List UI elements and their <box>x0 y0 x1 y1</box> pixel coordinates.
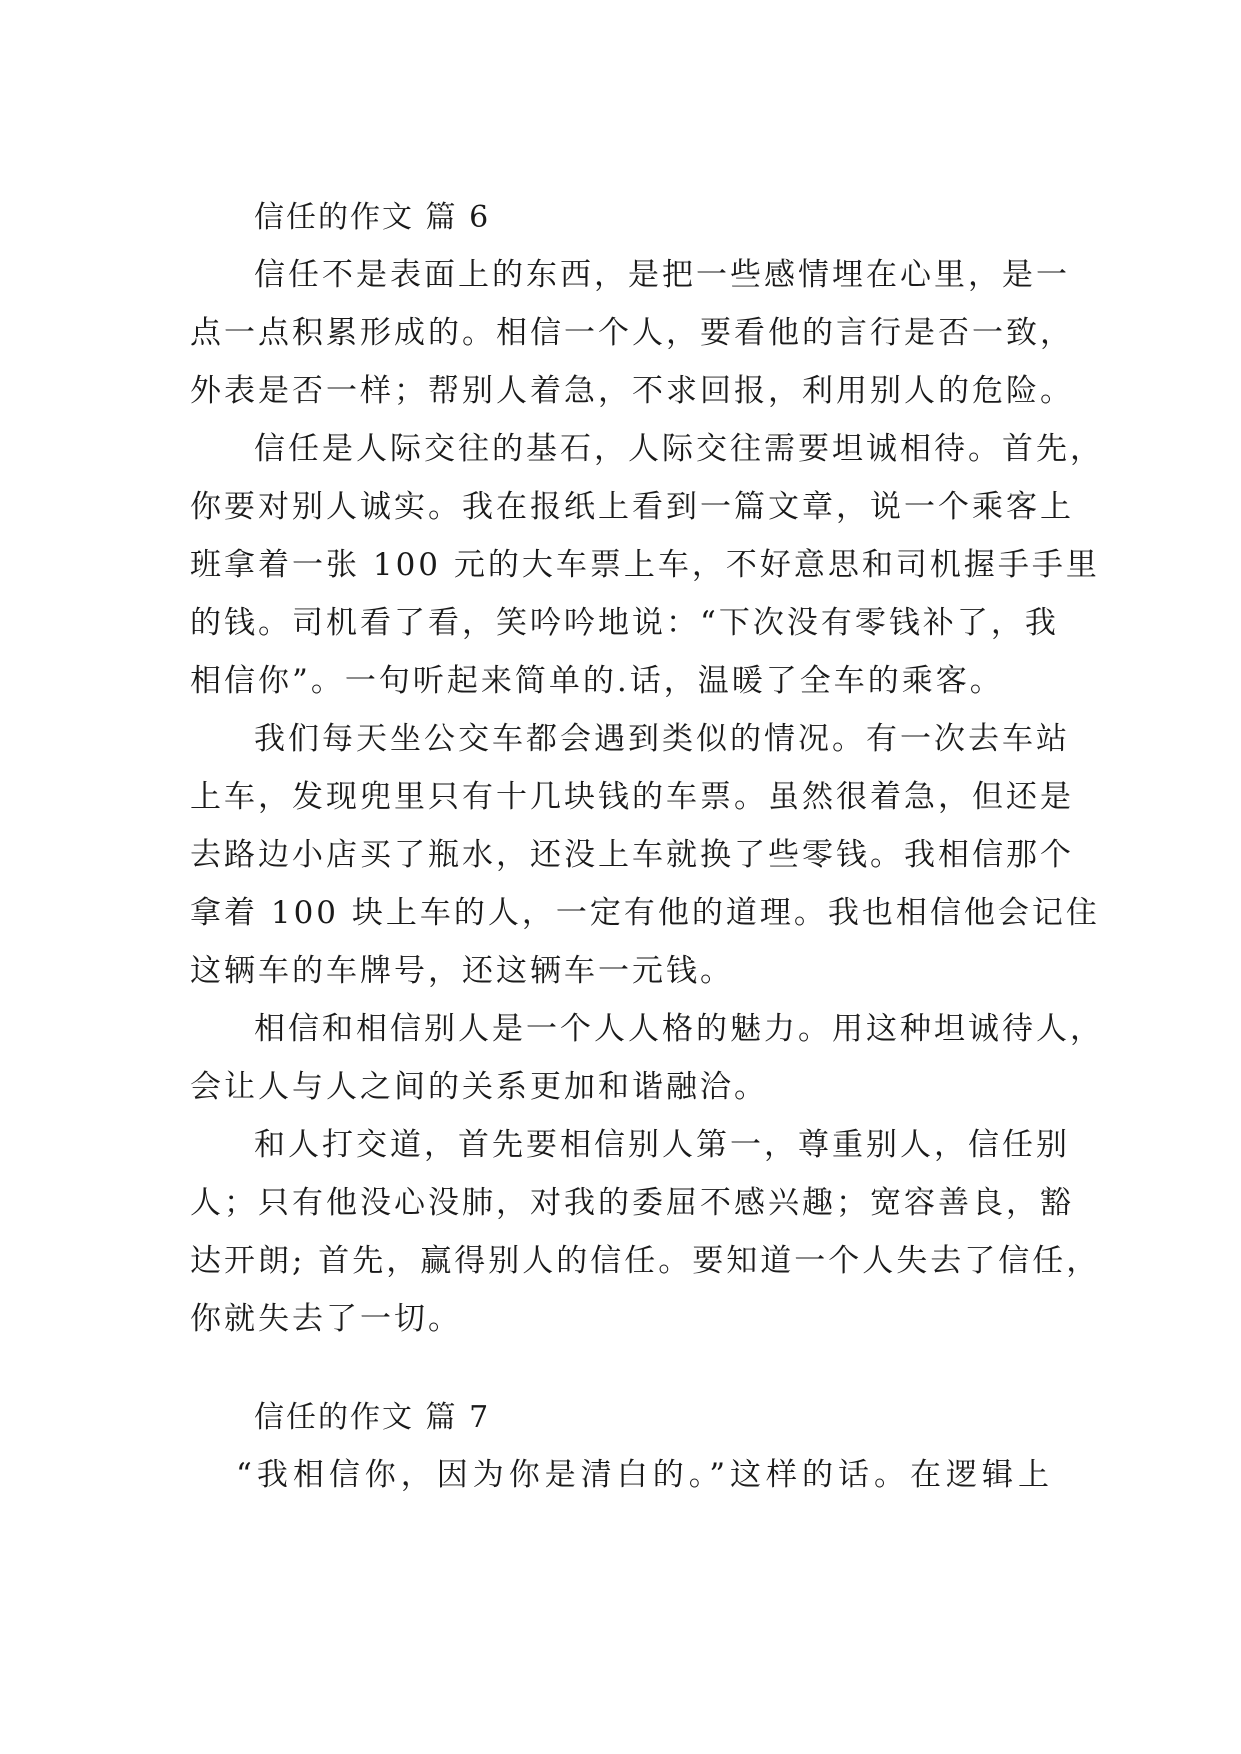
paragraph-line: 你就失去了一切。 <box>190 1301 462 1337</box>
paragraph-line: 上车，发现兜里只有十几块钱的车票。虽然很着急，但还是 <box>190 779 1074 815</box>
paragraph-line: 这辆车的车牌号，还这辆车一元钱。 <box>190 953 734 989</box>
paragraph-line: 人；只有他没心没肺，对我的委屈不感兴趣；宽容善良，豁 <box>190 1185 1074 1221</box>
paragraph-line: 的钱。司机看了看，笑吟吟地说：“下次没有零钱补了，我 <box>190 605 1059 641</box>
paragraph-line: 外表是否一样；帮别人着急，不求回报，利用别人的危险。 <box>190 373 1074 409</box>
paragraph-line: 相信和相信别人是一个人人格的魅力。用这种坦诚待人， <box>254 1011 1104 1047</box>
paragraph-line: 我们每天坐公交车都会遇到类似的情况。有一次去车站 <box>254 721 1070 757</box>
paragraph-line: 达开朗; 首先，赢得别人的信任。要知道一个人失去了信任， <box>190 1243 1101 1279</box>
paragraph-line: 点一点积累形成的。相信一个人，要看他的言行是否一致， <box>190 315 1074 351</box>
paragraph-line: 会让人与人之间的关系更加和谐融洽。 <box>190 1069 768 1105</box>
section-6-heading: 信任的作文 篇 6 <box>254 200 491 235</box>
section-7-heading: 信任的作文 篇 7 <box>254 1400 491 1435</box>
paragraph-line: 拿着 100 块上车的人，一定有他的道理。我也相信他会记住 <box>190 895 1100 931</box>
paragraph-line: 和人打交道，首先要相信别人第一，尊重别人，信任别 <box>254 1127 1070 1163</box>
paragraph-line: 信任是人际交往的基石，人际交往需要坦诚相待。首先， <box>254 431 1104 467</box>
paragraph-line: 相信你”。一句听起来简单的.话，温暖了全车的乘客。 <box>190 663 1004 699</box>
paragraph-line: 去路边小店买了瓶水，还没上车就换了些零钱。我相信那个 <box>190 837 1074 873</box>
paragraph-line: 信任不是表面上的东西，是把一些感情埋在心里，是一 <box>254 257 1070 293</box>
paragraph-line: 你要对别人诚实。我在报纸上看到一篇文章，说一个乘客上 <box>190 489 1074 525</box>
paragraph-line: 班拿着一张 100 元的大车票上车，不好意思和司机握手手里 <box>190 547 1100 583</box>
paragraph-line: “我相信你，因为你是清白的。”这样的话。在逻辑上 <box>236 1457 1052 1493</box>
